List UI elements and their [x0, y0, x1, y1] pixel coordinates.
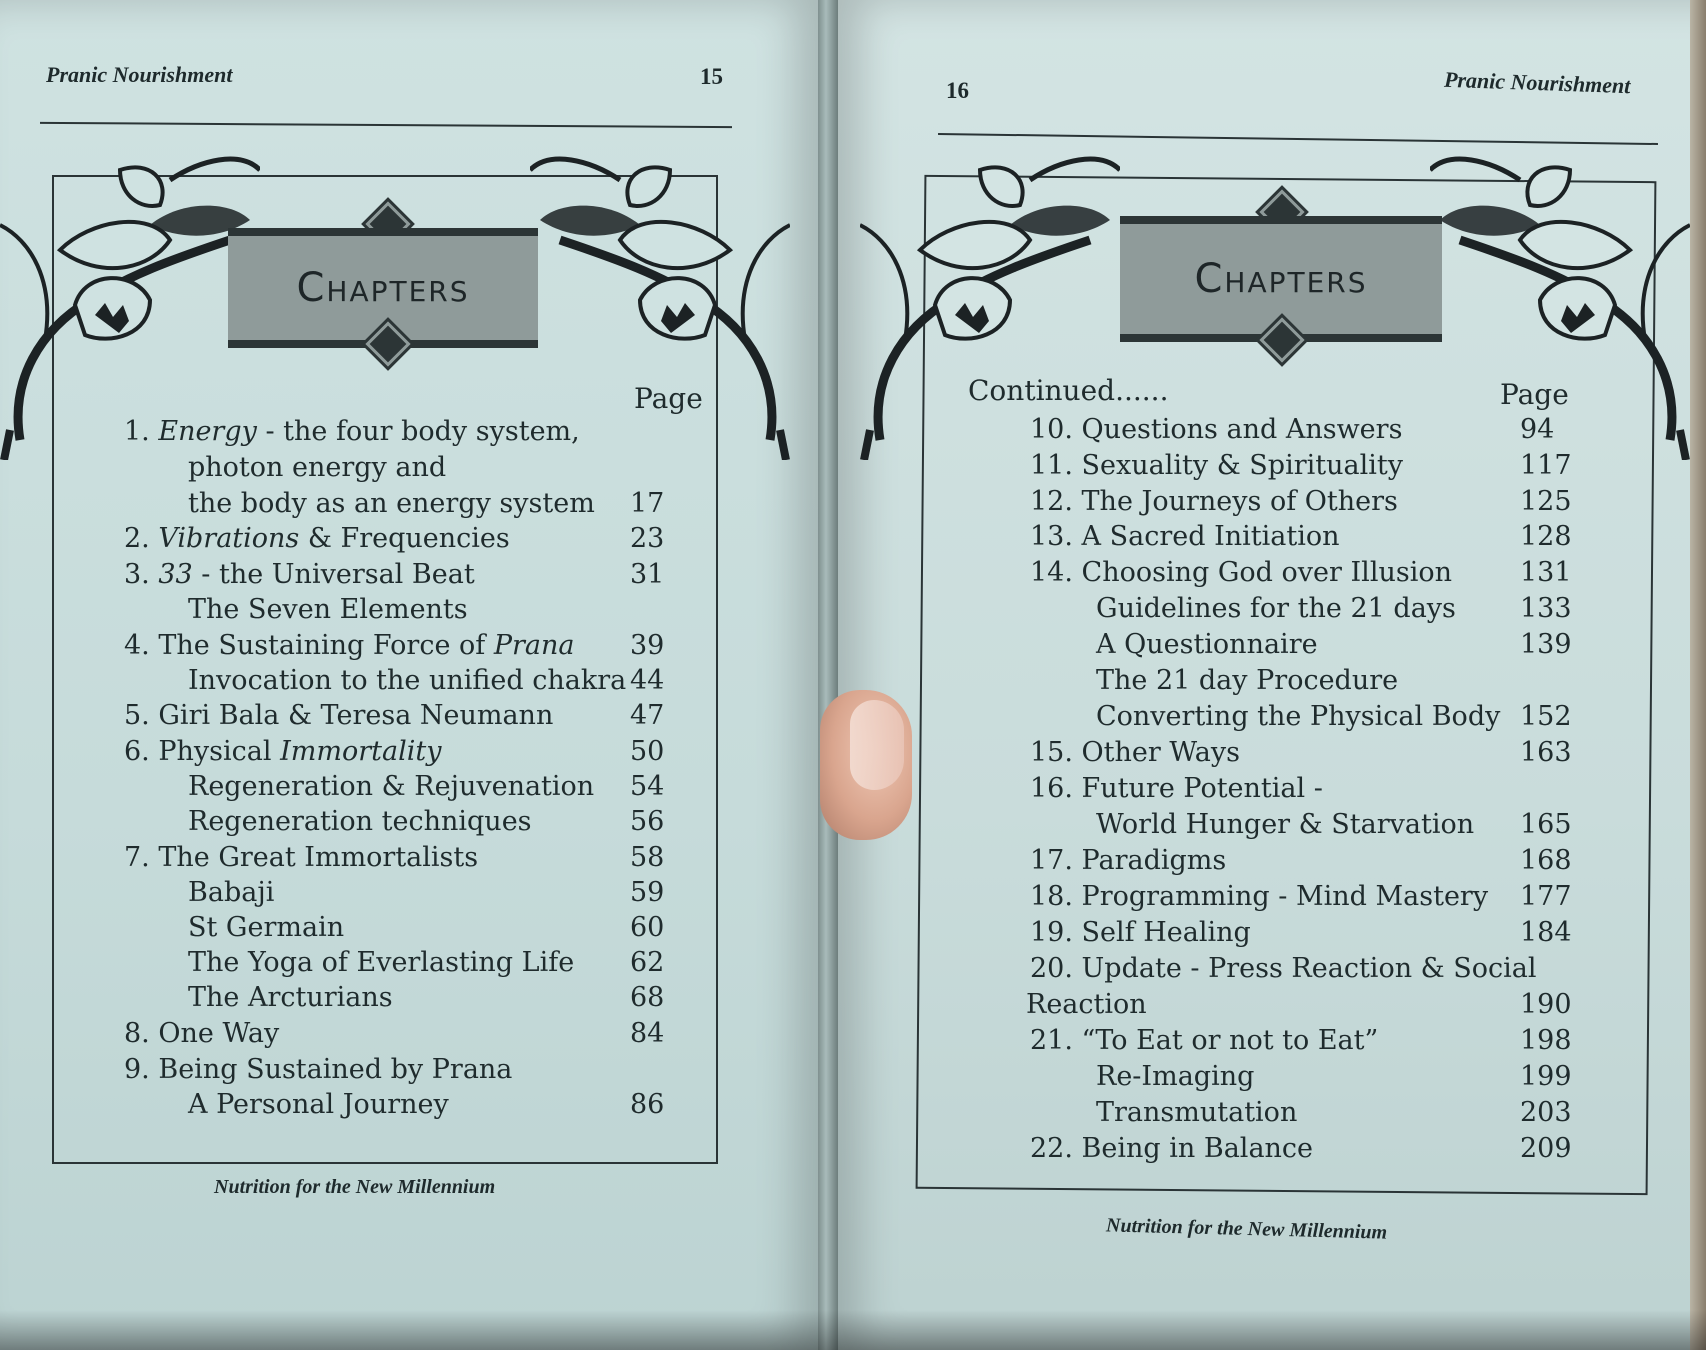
toc-entry: [188, 594, 468, 625]
entry-number: 5.: [124, 700, 150, 731]
entry-page: 209: [1520, 1133, 1572, 1164]
entry-text: The Arcturians: [188, 982, 393, 1013]
entry-page: 125: [1520, 486, 1572, 517]
entry-text: The Great Immortalists: [158, 842, 479, 873]
toc-entry: [1030, 845, 1226, 876]
toc-entry: [1030, 486, 1398, 517]
entry-page: 139: [1520, 629, 1572, 660]
badge-title: Chapters: [296, 265, 470, 311]
entry-page: 62: [630, 947, 665, 978]
entry-text: One Way: [158, 1018, 280, 1049]
toc-entry: [1096, 665, 1398, 696]
continued-label: Continued......: [968, 374, 1169, 407]
entry-emphasis: Immortality: [280, 736, 442, 767]
entry-emphasis: Vibrations: [158, 523, 300, 554]
toc-entry: [188, 452, 446, 483]
entry-text: The Yoga of Everlasting Life: [188, 947, 575, 978]
entry-page: 152: [1520, 701, 1572, 732]
toc-entry: [124, 700, 553, 731]
entry-page: 60: [630, 912, 665, 943]
entry-page: 133: [1520, 593, 1572, 624]
entry-page: 184: [1520, 917, 1572, 948]
toc-entry: [188, 665, 626, 696]
toc-entry: [1030, 557, 1452, 588]
toc-entry: [1030, 917, 1251, 948]
entry-page: 163: [1520, 737, 1572, 768]
entry-number: 15.: [1030, 737, 1073, 768]
entry-text: The Journeys of Others: [1081, 486, 1398, 517]
running-head: Pranic Nourishment: [1443, 66, 1631, 99]
entry-emphasis: 33: [158, 559, 193, 590]
entry-page: 44: [630, 665, 665, 696]
toc-entry: [188, 1089, 449, 1120]
thumbnail-nail: [850, 700, 904, 790]
entry-text: Future Potential -: [1081, 773, 1323, 804]
toc-entry: [188, 488, 595, 519]
entry-emphasis: Prana: [493, 630, 575, 661]
toc-entry: [1030, 773, 1323, 804]
toc-entry: [1096, 1097, 1297, 1128]
entry-text: Questions and Answers: [1081, 414, 1403, 445]
toc-entry: [124, 630, 575, 661]
entry-page: 177: [1520, 881, 1572, 912]
entry-text: Choosing God over Illusion: [1081, 557, 1452, 588]
entry-number: 4.: [124, 630, 150, 661]
entry-number: 10.: [1030, 414, 1073, 445]
toc-entry: [1030, 881, 1488, 912]
toc-entry: [124, 842, 478, 873]
entry-page: 39: [630, 630, 665, 661]
toc-entry: [124, 1054, 512, 1085]
entry-page: 50: [630, 736, 665, 767]
entry-text: - the four body system,: [256, 416, 580, 447]
toc-entry: [188, 877, 274, 908]
toc-entry: [1096, 809, 1474, 840]
entry-text: Converting the Physical Body: [1096, 701, 1501, 732]
entry-number: 9.: [124, 1054, 150, 1085]
entry-text: Self Healing: [1081, 917, 1251, 948]
toc-entry: [1096, 629, 1318, 660]
entry-page: 94: [1520, 414, 1555, 445]
page-footer: Nutrition for the New Millennium: [214, 1176, 496, 1198]
toc-entry: [124, 559, 475, 590]
right-page: [830, 0, 1706, 1350]
badge-title: Chapters: [1194, 256, 1368, 302]
entry-text: Other Ways: [1081, 737, 1241, 768]
entry-text: Being Sustained by Prana: [158, 1054, 513, 1085]
entry-text: the body as an energy system: [188, 488, 595, 519]
toc-entry: [124, 736, 441, 767]
entry-text: Transmutation: [1096, 1097, 1298, 1128]
entry-page: 165: [1520, 809, 1572, 840]
entry-page: 23: [630, 523, 665, 554]
entry-emphasis: Energy: [158, 416, 257, 447]
entry-number: 17.: [1030, 845, 1073, 876]
entry-page: 131: [1520, 557, 1572, 588]
entry-text: Physical: [158, 736, 281, 767]
entry-text: Regeneration techniques: [188, 806, 532, 837]
entry-number: 1.: [124, 416, 150, 447]
entry-text: Sexuality & Spirituality: [1081, 450, 1403, 481]
toc-entry: [1030, 737, 1240, 768]
entry-page: 68: [630, 982, 665, 1013]
toc-entry: [1096, 593, 1456, 624]
entry-text: The Sustaining Force of: [158, 630, 494, 661]
entry-page: 54: [630, 771, 665, 802]
entry-page: 56: [630, 806, 665, 837]
toc-entry: [1030, 1025, 1378, 1056]
running-head: Pranic Nourishment: [46, 62, 233, 87]
entry-text: Invocation to the unified chakra: [188, 665, 627, 696]
entry-page: 31: [630, 559, 665, 590]
entry-page: 117: [1520, 450, 1572, 481]
entry-text: - the Universal Beat: [192, 559, 475, 590]
entry-page: 86: [630, 1089, 665, 1120]
left-page: [0, 0, 825, 1350]
entry-page: 17: [630, 488, 665, 519]
entry-text: Paradigms: [1081, 845, 1227, 876]
toc-entry: [1030, 414, 1402, 445]
entry-text: “To Eat or not to Eat”: [1081, 1025, 1379, 1056]
entry-number: 11.: [1030, 450, 1073, 481]
entry-page: 47: [630, 700, 665, 731]
entry-number: 13.: [1030, 521, 1073, 552]
entry-text: World Hunger & Starvation: [1096, 809, 1475, 840]
toc-entry: [1096, 701, 1500, 732]
page-column-header: Page: [1500, 378, 1569, 411]
toc-entry: [124, 523, 510, 554]
entry-number: 3.: [124, 559, 150, 590]
entry-number: 20.: [1030, 953, 1073, 984]
entry-number: 12.: [1030, 486, 1073, 517]
page-number: 15: [700, 64, 723, 89]
entry-number: 16.: [1030, 773, 1073, 804]
entry-number: 7.: [124, 842, 150, 873]
page-footer: Nutrition for the New Millennium: [1105, 1214, 1388, 1244]
entry-text: Giri Bala & Teresa Neumann: [158, 700, 554, 731]
page-number: 16: [946, 78, 969, 103]
toc-entry: [188, 982, 393, 1013]
entry-page: 128: [1520, 521, 1572, 552]
toc-left: [0, 0, 825, 1350]
toc-entry: [1030, 953, 1537, 984]
toc-entry: [188, 806, 532, 837]
toc-entry: [1030, 450, 1403, 481]
entry-text: The Seven Elements: [188, 594, 468, 625]
entry-text: St Germain: [188, 912, 345, 943]
entry-number: 19.: [1030, 917, 1073, 948]
entry-text: Regeneration & Rejuvenation: [188, 771, 595, 802]
entry-page: 198: [1520, 1025, 1572, 1056]
entry-number: 6.: [124, 736, 150, 767]
toc-entry: [1030, 521, 1340, 552]
entry-number: 18.: [1030, 881, 1073, 912]
toc-entry: [188, 947, 574, 978]
entry-page: 199: [1520, 1061, 1572, 1092]
entry-text: Programming - Mind Mastery: [1081, 881, 1489, 912]
entry-text: Babaji: [188, 877, 275, 908]
page-edges: [1690, 0, 1706, 1350]
entry-page: 190: [1520, 989, 1572, 1020]
entry-page: 203: [1520, 1097, 1572, 1128]
entry-text: Being in Balance: [1081, 1133, 1314, 1164]
toc-right: [830, 0, 1706, 1350]
entry-text: Reaction: [1026, 989, 1147, 1020]
entry-number: 8.: [124, 1018, 150, 1049]
page-column-header: Page: [634, 382, 703, 415]
bottom-shadow: [0, 1310, 1706, 1350]
entry-text: photon energy and: [188, 452, 447, 483]
toc-entry: [1026, 989, 1147, 1020]
toc-entry: [1096, 1061, 1254, 1092]
entry-text: A Personal Journey: [188, 1089, 449, 1120]
entry-text: Re-Imaging: [1096, 1061, 1255, 1092]
entry-page: 84: [630, 1018, 665, 1049]
entry-number: 14.: [1030, 557, 1073, 588]
entry-number: 22.: [1030, 1133, 1073, 1164]
toc-entry: [1030, 1133, 1313, 1164]
book-gutter: [818, 0, 838, 1350]
entry-number: 2.: [124, 523, 150, 554]
toc-entry: [124, 1018, 279, 1049]
entry-page: 168: [1520, 845, 1572, 876]
entry-page: 59: [630, 877, 665, 908]
entry-text: The 21 day Procedure: [1096, 665, 1399, 696]
entry-text: A Sacred Initiation: [1081, 521, 1340, 552]
toc-entry: [188, 912, 344, 943]
entry-text: A Questionnaire: [1096, 629, 1318, 660]
entry-text: Guidelines for the 21 days: [1096, 593, 1456, 624]
toc-entry: [124, 416, 580, 447]
entry-page: 58: [630, 842, 665, 873]
entry-text: & Frequencies: [299, 523, 510, 554]
entry-text: Update - Press Reaction & Social: [1081, 953, 1537, 984]
toc-entry: [188, 771, 594, 802]
entry-number: 21.: [1030, 1025, 1073, 1056]
